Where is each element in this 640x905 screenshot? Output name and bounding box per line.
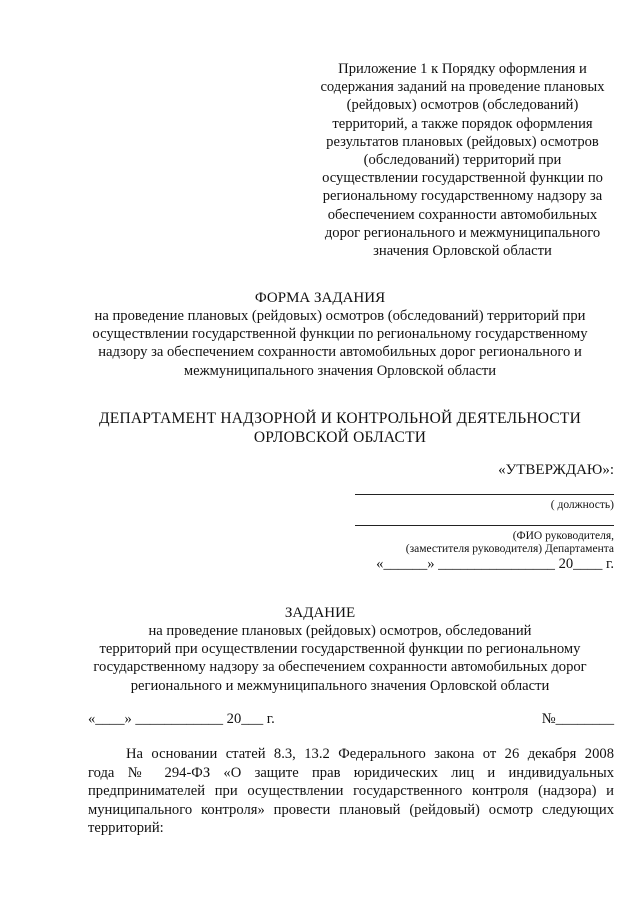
appendix-line: территорий, а также порядок оформления xyxy=(332,115,593,132)
body-paragraph xyxy=(88,745,614,838)
name-blank-line xyxy=(355,525,614,526)
form-subtitle-line: на проведение плановых (рейдовых) осмотров (обследований) территорий при xyxy=(94,308,586,324)
task-subtitle-line: государственному надзору за обеспечением сохранности автомобильных дорог xyxy=(93,659,587,676)
task-date-line: «____» ____________ 20___ г. xyxy=(88,711,275,727)
task-subtitle-line: на проведение плановых (рейдовых) осмотров, обследований xyxy=(148,623,532,639)
body-line: предпринимателей при осуществлении государственного контроля (надзора) и xyxy=(88,783,614,800)
task-subtitle-line: регионального и межмуниципального значения Орловской области xyxy=(130,677,550,694)
appendix-line: значения Орловской области xyxy=(373,243,552,260)
position-blank-line xyxy=(355,494,614,495)
task-number-line: №________ xyxy=(541,711,614,727)
appendix-line: (рейдовых) осмотров (обследований) xyxy=(346,97,579,114)
appendix-line: осуществлении государственной функции по xyxy=(322,170,603,187)
body-line: территорий: xyxy=(88,820,164,837)
name-caption-secondary: (заместителя руководителя) Департамента xyxy=(405,543,614,555)
task-subtitle xyxy=(60,622,620,695)
appendix-line: региональному государственному надзору за xyxy=(322,188,603,205)
name-caption: (ФИО руководителя, xyxy=(512,530,614,542)
appendix-line: Приложение 1 к Порядку оформления и xyxy=(338,61,587,77)
form-subtitle-line: межмуниципального значения Орловской области xyxy=(183,362,497,379)
appendix-line: дорог регионального и межмуниципального xyxy=(324,224,601,241)
department-heading xyxy=(60,409,620,447)
body-line: На основании статей 8.3, 13.2 Федерального закона от 26 декабря 2008 xyxy=(126,746,614,762)
task-subtitle-line: территорий при осуществлении государственной функции по региональному xyxy=(99,641,581,658)
form-subtitle xyxy=(60,307,620,380)
body-line: муниципального контроля» провести плановый (рейдовый) осмотр следующих xyxy=(88,801,614,818)
department-line: ДЕПАРТАМЕНТ НАДЗОРНОЙ И КОНТРОЛЬНОЙ ДЕЯТЕЛЬНОСТИ xyxy=(99,410,581,427)
body-line: года № 294-ФЗ «О защите прав юридических лиц и индивидуальных xyxy=(88,764,614,781)
appendix-line: обеспечением сохранности автомобильных xyxy=(327,206,598,223)
position-caption: ( должность) xyxy=(550,499,614,511)
task-title: ЗАДАНИЕ xyxy=(284,605,356,621)
appendix-line: результатов плановых (рейдовых) осмотров xyxy=(326,133,599,150)
approval-heading: «УТВЕРЖДАЮ»: xyxy=(498,462,614,478)
form-subtitle-line: осуществлении государственной функции по региональному государственному xyxy=(92,326,588,343)
department-line: ОРЛОВСКОЙ ОБЛАСТИ xyxy=(253,429,427,446)
form-title: ФОРМА ЗАДАНИЯ xyxy=(254,290,386,306)
form-subtitle-line: надзору за обеспечением сохранности автомобильных дорог регионального и xyxy=(98,344,582,361)
appendix-line: (обследований) территорий при xyxy=(363,152,562,169)
approval-date-line: «______» ________________ 20____ г. xyxy=(376,556,614,572)
appendix-note xyxy=(300,60,625,260)
appendix-line: содержания заданий на проведение плановых xyxy=(320,79,605,96)
